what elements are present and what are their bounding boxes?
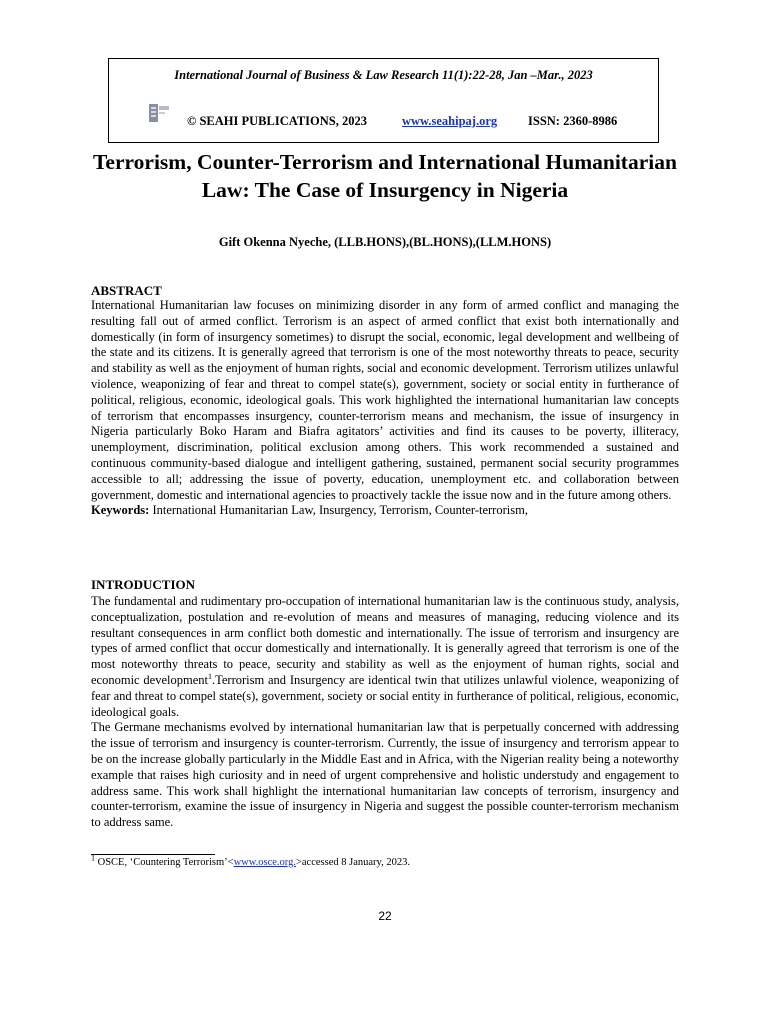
author-line: Gift Okenna Nyeche, (LLB.HONS),(BL.HONS),(LLM.HONS): [218, 235, 552, 249]
introduction-heading: INTRODUCTION: [91, 577, 196, 592]
journal-header-box: [108, 58, 659, 143]
footnote-text-a: OSCE, ‘Countering Terrorism’<: [95, 857, 234, 868]
intro-paragraph-1b: .Terrorism and Insurgency are identical twin that utilizes unlawful violence, weaponizing of fear and threat to compel state(s), government, society or social entity in furtherance of political, religious, economic, ideological goals.: [91, 672, 679, 719]
introduction-body: [91, 594, 679, 831]
abstract-text: International Humanitarian law focuses on minimizing disorder in any form of armed conflict and managing the resulting fall out of armed conflict. Terrorism is an aspect of armed conflict that exist both internationally and domestically (in form of insurgency sometimes) to disrupt the social, economic, legal development and wellbeing of the state and its citizens. It is generally agreed that terrorism is one of the most noteworthy threats to peace, security and stability as well as the enjoyment of human rights, social and economic development. Terrorism utilizes unlawful violence, weaponizing of fear and threat to compel state(s), government, society or social entity in furtherance of political, religious, economic, ideological goals. This work highlighted the international humanitarian law concepts of terrorism that encompasses insurgency, counter-terrorism means and mechanism, the issue of insurgency in Nigeria particularly Boko Haram and Biafra agitators’ activities and find its causes to be poverty, illiteracy, unemployment, discrimination, political exclusion among others. This work recommended a sustained and continuous community-based dialogue and intelligent gathering, sustained, permanent social security programmes accessible to all; addressing the issue of poverty, education, unemployment etc. and collaboration between government, domestic and international agencies to proactively tackle the issue now and in the future among others.: [91, 298, 679, 502]
seahi-logo: [147, 100, 171, 126]
footnote-divider: [91, 854, 215, 855]
footnote: [91, 853, 410, 868]
abstract-body: [91, 298, 679, 519]
journal-website-link[interactable]: www.seahipaj.org: [402, 114, 498, 128]
footnote-number: 1: [91, 853, 95, 863]
abstract-heading: ABSTRACT: [91, 283, 162, 298]
copyright-notice: © SEAHI PUBLICATIONS, 2023: [187, 114, 367, 128]
publisher-row: [147, 100, 647, 126]
footnote-text-b: >accessed 8 January, 2023.: [295, 857, 410, 868]
intro-paragraph-1a: The fundamental and rudimentary pro-occupation of international humanitarian law is the continuous study, analysis, conceptualization, postulation and re-evolution of means and measures of managing, reducing violence and its resultant consequences in arm conflict both domestic and internationally. The issue of terrorism and insurgency are types of armed conflict that occur domestically and internationally. It is generally agreed that terrorism is one of the most noteworthy threats to peace, security and stability as well as the enjoyment of human rights, social and economic development: [91, 594, 679, 687]
footnote-link[interactable]: www.osce.org.: [233, 857, 296, 868]
paper-title: Terrorism, Counter-Terrorism and International Humanitarian Law: The Case of Insurgency in Nigeria: [93, 150, 677, 202]
keywords-label: Keywords:: [91, 503, 150, 518]
page-number: 22: [378, 909, 392, 923]
issn-number: ISSN: 2360-8986: [528, 114, 618, 128]
intro-paragraph-2: The Germane mechanisms evolved by international humanitarian law that is perpetually concerned with addressing the issue of terrorism and insurgency is counter-terrorism. Currently, the issue of insurgency and terrorism appear to be on the increase globally particularly in the Middle East and in Africa, with the Nigerian reality being a noteworthy example that raises high curiosity and in need of urgent comprehensive and holistic understudy and engagement to address same. This work shall highlight the international humanitarian law concepts of terrorism, insurgency and counter-terrorism, examine the issue of insurgency in Nigeria and suggest the possible counter-terrorism mechanism to address same.: [91, 720, 679, 830]
footnote-ref[interactable]: 1: [207, 671, 212, 681]
keywords-text: International Humanitarian Law, Insurgency, Terrorism, Counter-terrorism,: [149, 503, 528, 518]
journal-citation: International Journal of Business & Law Research 11(1):22-28, Jan –Mar., 2023: [174, 68, 593, 82]
